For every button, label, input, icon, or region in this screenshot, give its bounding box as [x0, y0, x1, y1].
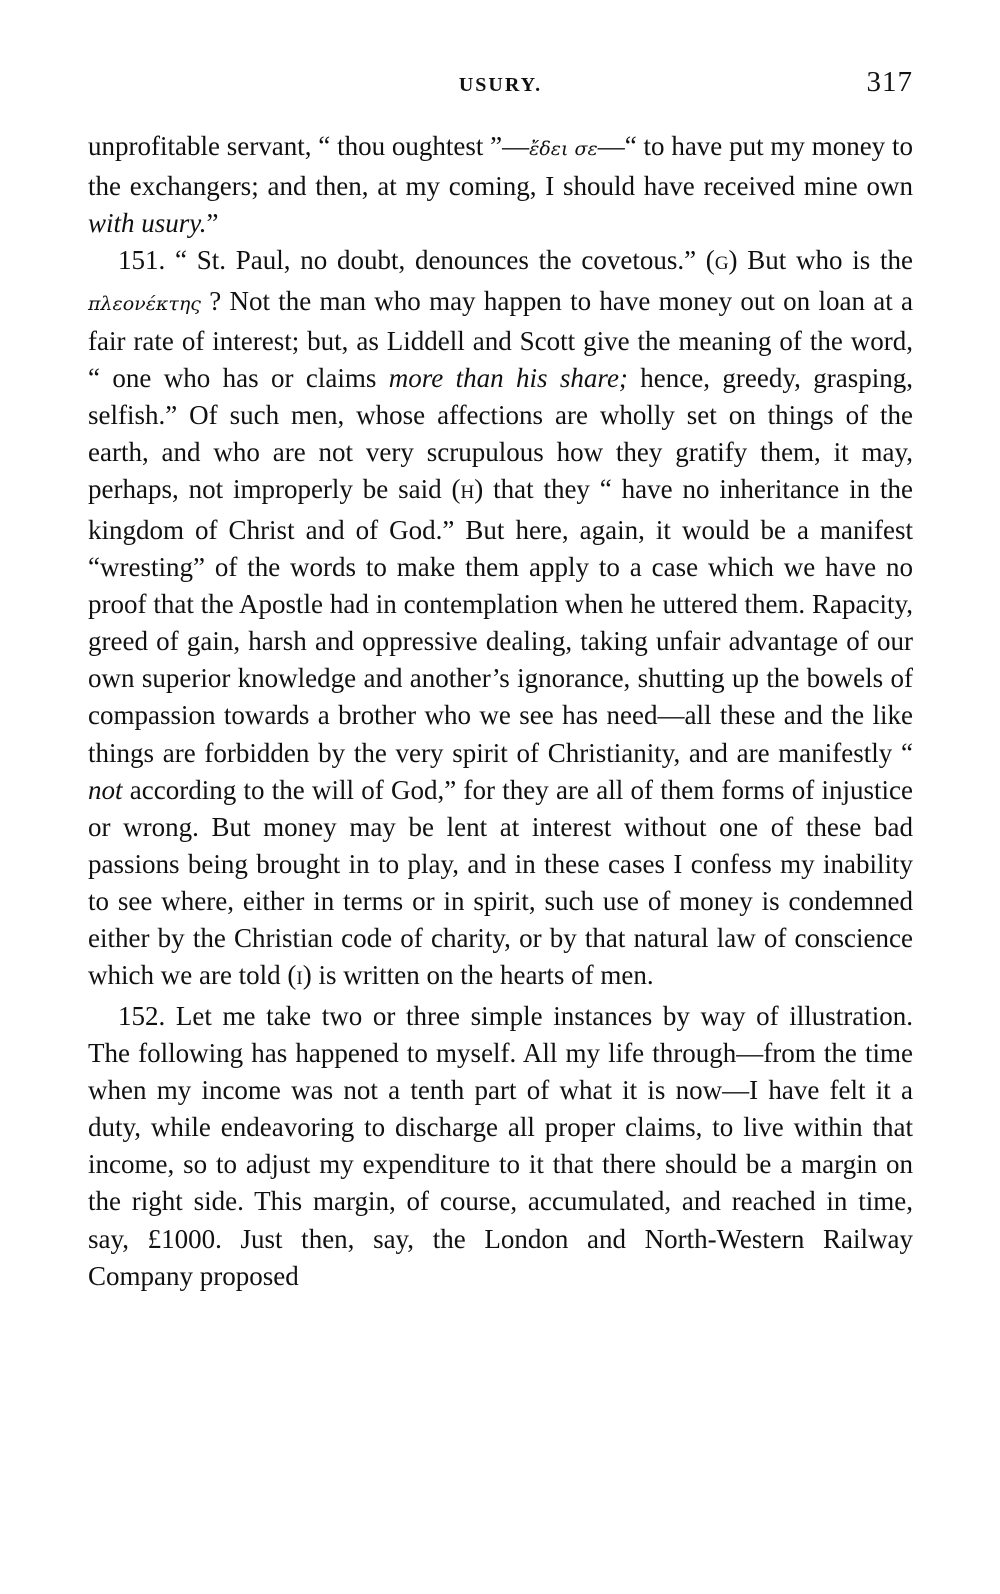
text-run: 152. Let me take two or three simple instances by way of illustration. The following has happened to myself. All my life through—from the time when my income was not a tenth part of what it is now—I have felt it a duty, while endeavoring to discharge all proper claims, to live within that income, so to adjust my expenditure to it that there should be a margin on the right side. This margin, of course, accumulated, and reached in time, say, £1000. Just then, say, the London and North-Western Railway Company proposed — [88, 1000, 913, 1291]
page-header — [88, 64, 913, 104]
text-run: unprofitable servant, “ thou oughtest ”— — [88, 131, 530, 161]
text-run: hence, greedy, grasping, selfish.” Of such men, whose affections are wholly set on things of the earth, and who are not very scrupulous how they gratify them, it may, perhaps, not improperly be said ( — [88, 362, 913, 505]
text-run: ? Not the man who may happen to have money out on loan at a fair rate of interest; but, as Liddell and Scott give the meaning of the word, “ one who has or claims — [88, 285, 913, 393]
text-run: —“ to have put my money to the exchangers; and then, at my coming, I should have received mine own — [88, 131, 913, 202]
paragraph-151 — [88, 242, 913, 997]
text-run: 151. “ St. Paul, no doubt, denounces the covetous.” ( — [118, 245, 715, 276]
emphasis-text: not — [88, 774, 123, 805]
note-reference-i: I — [296, 968, 303, 990]
paragraph-continuation — [88, 128, 913, 242]
note-reference-g: G — [714, 253, 729, 275]
greek-phrase: ἔδει σε — [529, 138, 598, 160]
text-run: ) But who is the — [728, 245, 913, 276]
emphasis-text: with usury. — [88, 208, 207, 239]
running-title: USURY. — [458, 74, 543, 96]
page-number: 317 — [866, 66, 913, 98]
text-run: ) is written on the hearts of men. — [302, 960, 654, 991]
text-run: ” — [206, 208, 219, 239]
paragraph-152 — [88, 998, 913, 1295]
text-run: ) that they “ have no inheritance in the kingdom of Christ and of God.” But here, again, it would be a manifest “wresting” of the words to make them apply to a case which we have no proof that the Apostle had in contemplation when he uttered them. Rapacity, greed of gain, harsh and oppressive dealing, taking unfair advantage of our own superior knowledge and another’s ignorance, shutting up the bowels of compassion towards a brother who we see has need—all these and the like things are forbidden by the very spirit of Christianity, and are manifestly “ — [88, 474, 914, 768]
greek-word: πλεονέκτης — [88, 292, 201, 315]
emphasis-text: more than his share; — [388, 362, 628, 393]
note-reference-h: H — [460, 482, 475, 504]
text-run: according to the will of God,” for they are all of them forms of injustice or wrong. But money may be lent at interest without one of these bad passions being brought in to play, and in these cases I confess my inability to see where, either in terms or in spirit, such use of money is condemned either by the Christian code of charity, or by that natural law of conscience which we are told ( — [88, 774, 913, 991]
body-text — [88, 128, 913, 1295]
